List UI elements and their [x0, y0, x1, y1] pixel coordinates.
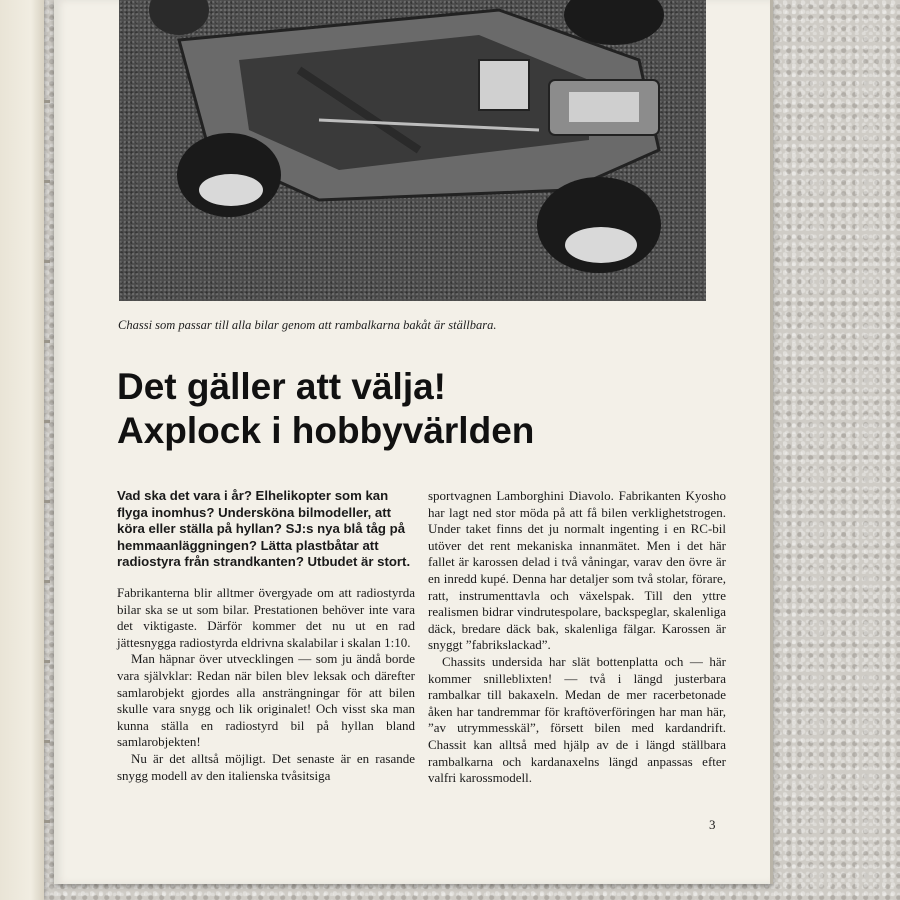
left-page-edge [0, 0, 44, 900]
magazine-page [54, 0, 773, 884]
binding-hole [44, 660, 50, 663]
column-right [428, 488, 726, 787]
headline-line-1: Det gäller att välja! [117, 366, 447, 407]
binding-hole [44, 740, 50, 743]
binding-hole [44, 180, 50, 183]
binding-hole [44, 580, 50, 583]
column-left [117, 488, 415, 784]
binding-hole [44, 340, 50, 343]
page-number: 3 [709, 817, 716, 832]
lead-paragraph: Vad ska det vara i år? Elhelikopter som kan flyga inomhus? Undersköna bilmodeller, att köra eller ställa på hyllan? SJ:s nya blå tåg på hemmaanläggningen? Lätta plastbåtar att radiostyra från strandkanten? Utbudet är stort. [117, 488, 411, 570]
binding-hole [44, 420, 50, 423]
body-paragraph: Chassits undersida har slät bottenplatta och — här kommer snilleblixten! — två i längd justerbara rambalkar till bakaxeln. Medan de mer racerbetonade åken har tandremmar för kraftöverföringen har man här, ”av utrymmesskäl”, försett bilen med kardandrift. Chassit kan alltså med hjälp av de i längd ställbara rambalkarna och kardanaxelns längd anpassas efter valfri karossmodell. [428, 653, 726, 786]
binding-hole [44, 820, 50, 823]
article-headline [117, 365, 737, 453]
binding-hole [44, 500, 50, 503]
body-paragraph: Nu är det alltså möjligt. Det senaste är en rasande snygg modell av den italienska tvåsitsiga [117, 750, 415, 783]
body-paragraph: Fabrikanterna blir alltmer övergyade om att radiostyrda bilar ska se ut som bilar. Prestationen behöver inte vara det viktigaste. Därför kommer det nu ut en rad jättesnygga radiostyrda eldrivna skalabilar i skalan 1:10. [117, 584, 415, 650]
rc-car-chassis-illustration [119, 0, 706, 301]
body-paragraph: Man häpnar över utvecklingen — som ju ändå borde vara självklar: Redan när bilen blev leksak och därefter samlarobjekt gjordes alla ansträngningar för att bilen skulle vara snygg och lik originalet! Och visst ska man kunna ställa en radiostyrd bil på hyllan bland samlarobjekten! [117, 651, 415, 750]
headline-line-2: Axplock i hobbyvärlden [117, 410, 535, 451]
rc-car-chassis-photo [119, 0, 706, 301]
binding-hole [44, 260, 50, 263]
binding-hole [44, 100, 50, 103]
photo-caption: Chassi som passar till alla bilar genom att rambalkarna bakåt är ställbara. [118, 318, 497, 332]
body-paragraph: sportvagnen Lamborghini Diavolo. Fabrikanten Kyosho har lagt ned stor möda på att få bilen verklighetstrogen. Under taket finns det ju normalt ingenting i en RC-bil utöver det rent mekaniska innanmätet. Men i det här fallet är karossen delad i två våningar, varav den övre är en inredd kupé. Denna har detaljer som två stolar, förare, ratt, instrumenttavla och växelspak. Till den yttre realismen bidrar vindrutespolare, backspeglar, skalenliga däck, bredare däck bak, skalenliga fälgar. Karossen är snyggt ”fabrikslackad”. [428, 488, 726, 653]
